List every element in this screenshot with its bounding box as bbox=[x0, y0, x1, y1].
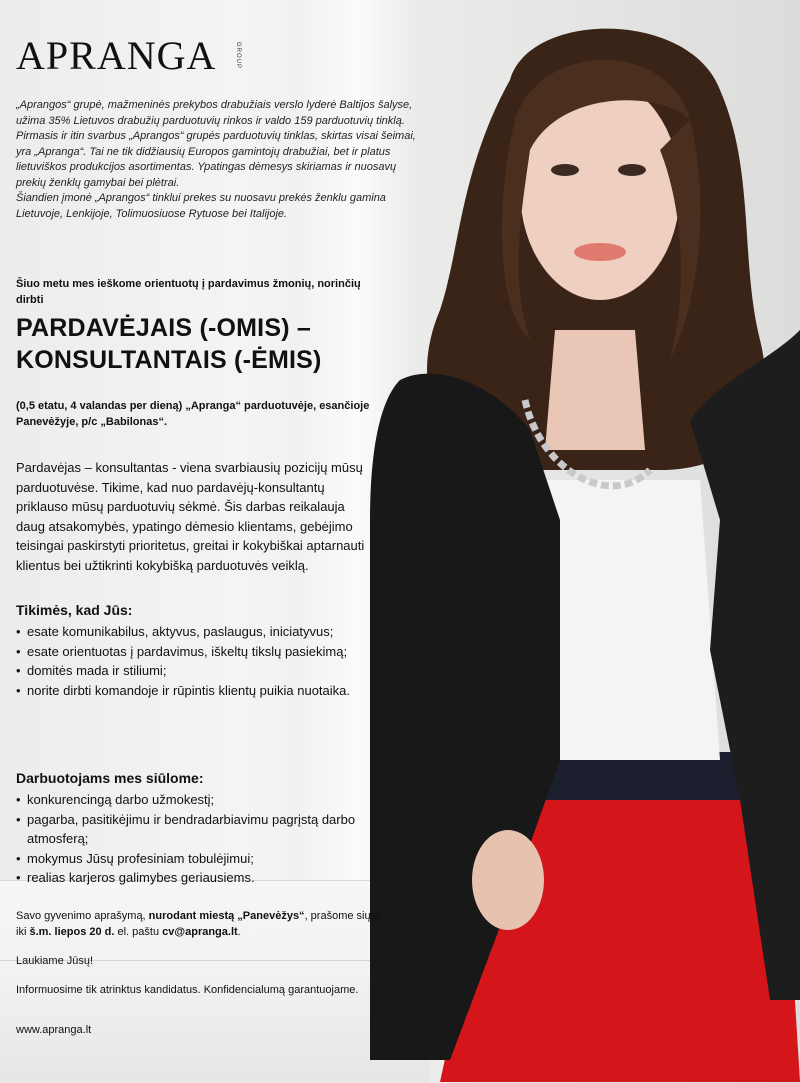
job-title bbox=[16, 312, 416, 376]
confidentiality-note: Informuosime tik atrinktus kandidatus. Konfidencialumą garantuojame. bbox=[16, 984, 359, 996]
list-item: • esate orientuotas į pardavimus, iškeltų tikslų pasiekimą; bbox=[16, 642, 376, 662]
apranga-logo: APRANGA bbox=[16, 33, 217, 78]
intro-paragraph-3: Šiandien įmonė „Aprangos“ tinklui prekes su nuosavu prekės ženklu gamina Lietuvoje, Lenkijoje, Tolimuosiuose Rytuose bei Italijoje. bbox=[16, 192, 386, 220]
lead-text: Šiuo metu mes ieškome orientuotų į pardavimus žmonių, norinčių dirbti bbox=[16, 278, 361, 306]
job-title-line-2: KONSULTANTAIS (-ĖMIS) bbox=[16, 346, 322, 374]
company-intro bbox=[16, 98, 416, 222]
apply-text-2: , prašome siųsti iki bbox=[16, 910, 382, 938]
website-link[interactable]: www.apranga.lt bbox=[16, 1024, 92, 1036]
expect-list bbox=[16, 622, 376, 700]
job-subtitle: (0,5 etatu, 4 valandas per dieną) „Apranga“ parduotuvėje, esančioje Panevėžyje, p/c „Babilonas“. bbox=[16, 400, 370, 428]
list-item: • pagarba, pasitikėjimu ir bendradarbiavimu pagrįstą darbo atmosferą; bbox=[16, 810, 376, 849]
job-description bbox=[16, 458, 376, 575]
intro-paragraph-1: „Aprangos“ grupė, mažmeninės prekybos drabužiais verslo lyderė Baltijos šalyse, užima 35% Lietuvos drabužių parduotuvių rinkos ir valdo 159 parduotuvių tinklą. bbox=[16, 99, 413, 127]
model-photo bbox=[360, 0, 800, 1082]
apply-text-3: el. paštu bbox=[114, 926, 163, 938]
apply-email-link[interactable]: cv@apranga.lt bbox=[162, 926, 238, 938]
apply-deadline: š.m. liepos 20 d. bbox=[29, 926, 115, 938]
intro-paragraph-2: Pirmasis ir itin svarbus „Aprangos“ grupės parduotuvių tinklas, skirtas visai šeimai, yra „Apranga“. Tai ne tik didžiausių Europos gamintojų drabužiai, bet ir platus lietuviškos produkcijos asortimentas. Ypatingas dėmesys skiriamas ir nuosavų prekių ženklų gamybai bei plėtrai. bbox=[16, 130, 416, 189]
apply-text-4: . bbox=[237, 926, 241, 938]
list-item: • domitės mada ir stiliumi; bbox=[16, 661, 376, 681]
logo-group-label: GROUP bbox=[235, 42, 241, 70]
application-instructions bbox=[16, 908, 386, 940]
apply-city: nurodant miestą „Panevėžys“ bbox=[148, 910, 305, 922]
closing-greeting: Laukiame Jūsų! bbox=[16, 955, 94, 967]
model-illustration bbox=[360, 0, 800, 1082]
list-item: • mokymus Jūsų profesiniam tobulėjimui; bbox=[16, 849, 376, 869]
expect-heading: Tikimės, kad Jūs: bbox=[16, 602, 133, 618]
list-item: • esate komunikabilus, aktyvus, paslaugus, iniciatyvus; bbox=[16, 622, 376, 642]
job-title-line-1: PARDAVĖJAIS (-OMIS) – bbox=[16, 314, 311, 342]
offer-list bbox=[16, 790, 376, 888]
list-item: • norite dirbti komandoje ir rūpintis klientų puikia nuotaika. bbox=[16, 681, 376, 701]
description-paragraph: Pardavėjas – konsultantas - viena svarbiausių pozicijų mūsų parduotuvėse. Tikime, kad nuo pardavėjų-konsultantų priklauso mūsų parduotuvių sėkmė. Šis darbas reikalauja daug atsakomybės, ypatingo dėmesio klientams, gebėjimo teisingai paskirstyti prioritetus, greitai ir kokybiškai aptarnauti klientus bei užtikrinti kokybišką parduotuvės veiklą. bbox=[16, 460, 365, 573]
apply-text-1: Savo gyvenimo aprašymą, bbox=[16, 910, 149, 922]
list-item: • konkurencingą darbo užmokestį; bbox=[16, 790, 376, 810]
list-item: • realias karjeros galimybes geriausiems. bbox=[16, 868, 376, 888]
offer-heading: Darbuotojams mes siūlome: bbox=[16, 770, 204, 786]
